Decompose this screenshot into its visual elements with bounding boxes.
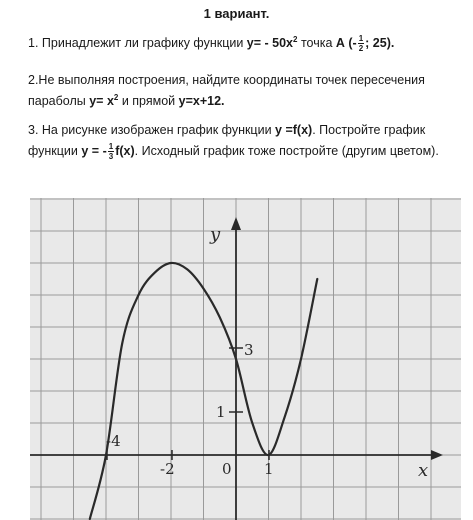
y-axis-label: y [210,224,221,245]
x-axis-label: x [418,460,429,481]
task-1-fraction: $\frac{1}{2}$ [358,34,364,54]
task-1-text-a: 1. Принадлежит ли графику функции [28,36,247,50]
task-2-text-b: и прямой [118,94,179,108]
tick-label-neg4: -4 [106,432,121,450]
page-title: 1 вариант. [203,6,270,21]
task-3-text-a: 3. На рисунке изображен график функции [28,123,276,137]
task-3-text-c: . Исходный график тоже постройте (другим цветом). [134,144,439,158]
task-3-new-function: y = - $\frac{1}{3}$ f(x) [81,142,135,162]
task-1-function: $y= - 50x^2$ [246,34,298,50]
task-1 [28,33,468,54]
task-1-text-b: точка [297,36,336,50]
task-1-point: А (- $\frac{1}{2}$ ; 25). [335,34,395,54]
tick-label-y1: 1 [216,403,226,421]
task-3-function: y =f(x) [275,123,313,137]
task-3-text-b: . Постройте график функции [28,123,426,158]
task-2-exponent: 2 [113,92,119,102]
function-graph [30,198,461,520]
task-2 [28,70,468,112]
tick-label-x1: 1 [264,460,274,478]
tick-label-neg2: -2 [160,460,175,478]
task-2-text-a: 2.Не выполняя построения, найдите координаты точек пересечения параболы [28,73,425,108]
task-3 [28,120,468,162]
task-1-exponent: 2 [293,34,298,44]
task-2-parabola: $y= x^2$ [89,92,119,108]
task-2-line: y=x+12. [178,94,225,108]
tick-label-zero: 0 [222,460,232,478]
tick-label-y3: 3 [244,341,254,359]
task-3-fraction: $\frac{1}{3}$ [108,142,114,162]
